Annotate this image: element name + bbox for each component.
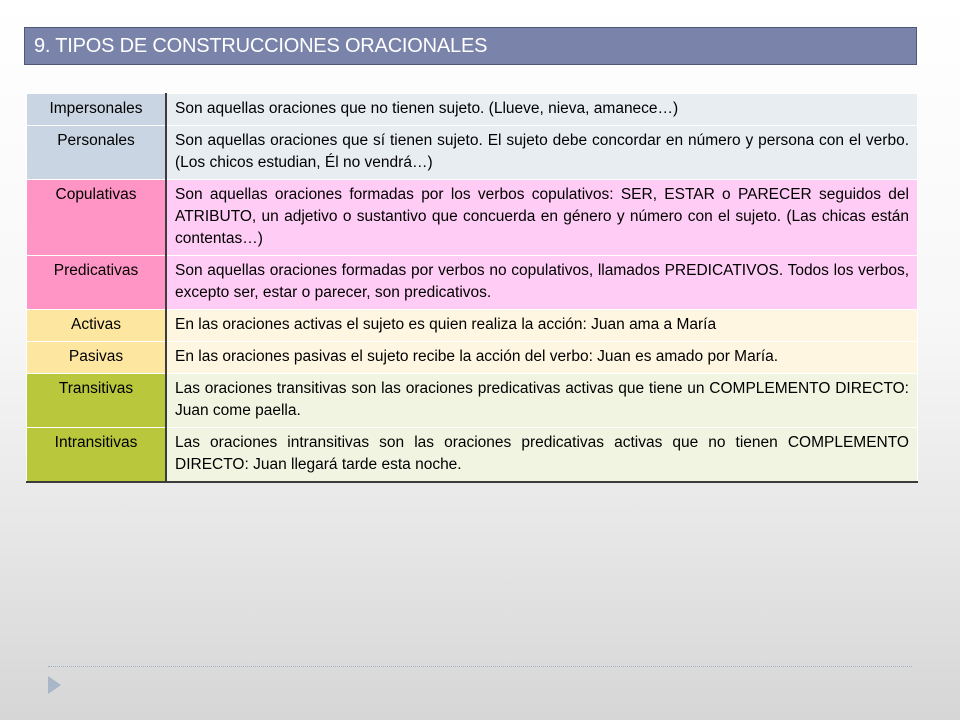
term-cell: Impersonales xyxy=(27,94,167,126)
table-row xyxy=(27,94,918,126)
table-row xyxy=(27,310,918,342)
definition-cell: Son aquellas oraciones formadas por los verbos copulativos: SER, ESTAR o PARECER seguidos del ATRIBUTO, un adjetivo o sustantivo que concuerda en género y número con el sujeto. (Las chicas están contentas…) xyxy=(166,180,918,256)
term-cell: Transitivas xyxy=(27,374,167,428)
term-cell: Pasivas xyxy=(27,342,167,374)
table-row xyxy=(27,342,918,374)
definition-cell: Son aquellas oraciones que no tienen sujeto. (Llueve, nieva, amanece…) xyxy=(166,94,918,126)
definition-cell: Son aquellas oraciones formadas por verbos no copulativos, llamados PREDICATIVOS. Todos los verbos, excepto ser, estar o parecer, son predicativos. xyxy=(166,256,918,310)
definition-cell: En las oraciones activas el sujeto es quien realiza la acción: Juan ama a María xyxy=(166,310,918,342)
table-body xyxy=(27,94,918,483)
slide-title: 9. TIPOS DE CONSTRUCCIONES ORACIONALES xyxy=(24,27,917,65)
table-row xyxy=(27,126,918,180)
footer-divider xyxy=(48,666,912,667)
term-cell: Activas xyxy=(27,310,167,342)
definition-cell: Las oraciones transitivas son las oraciones predicativas activas que tiene un COMPLEMENTO DIRECTO: Juan come paella. xyxy=(166,374,918,428)
definition-cell: Las oraciones intransitivas son las oraciones predicativas activas que no tienen COMPLEMENTO DIRECTO: Juan llegará tarde esta noche. xyxy=(166,428,918,483)
table-row xyxy=(27,180,918,256)
table-row xyxy=(27,428,918,483)
definition-cell: Son aquellas oraciones que sí tienen sujeto. El sujeto debe concordar en número y persona con el verbo. (Los chicos estudian, Él no vendrá…) xyxy=(166,126,918,180)
definition-cell: En las oraciones pasivas el sujeto recibe la acción del verbo: Juan es amado por María. xyxy=(166,342,918,374)
term-cell: Copulativas xyxy=(27,180,167,256)
term-cell: Intransitivas xyxy=(27,428,167,483)
table-row xyxy=(27,374,918,428)
sentence-types-table xyxy=(26,93,918,483)
play-arrow-icon xyxy=(48,676,61,694)
term-cell: Predicativas xyxy=(27,256,167,310)
term-cell: Personales xyxy=(27,126,167,180)
table-row xyxy=(27,256,918,310)
